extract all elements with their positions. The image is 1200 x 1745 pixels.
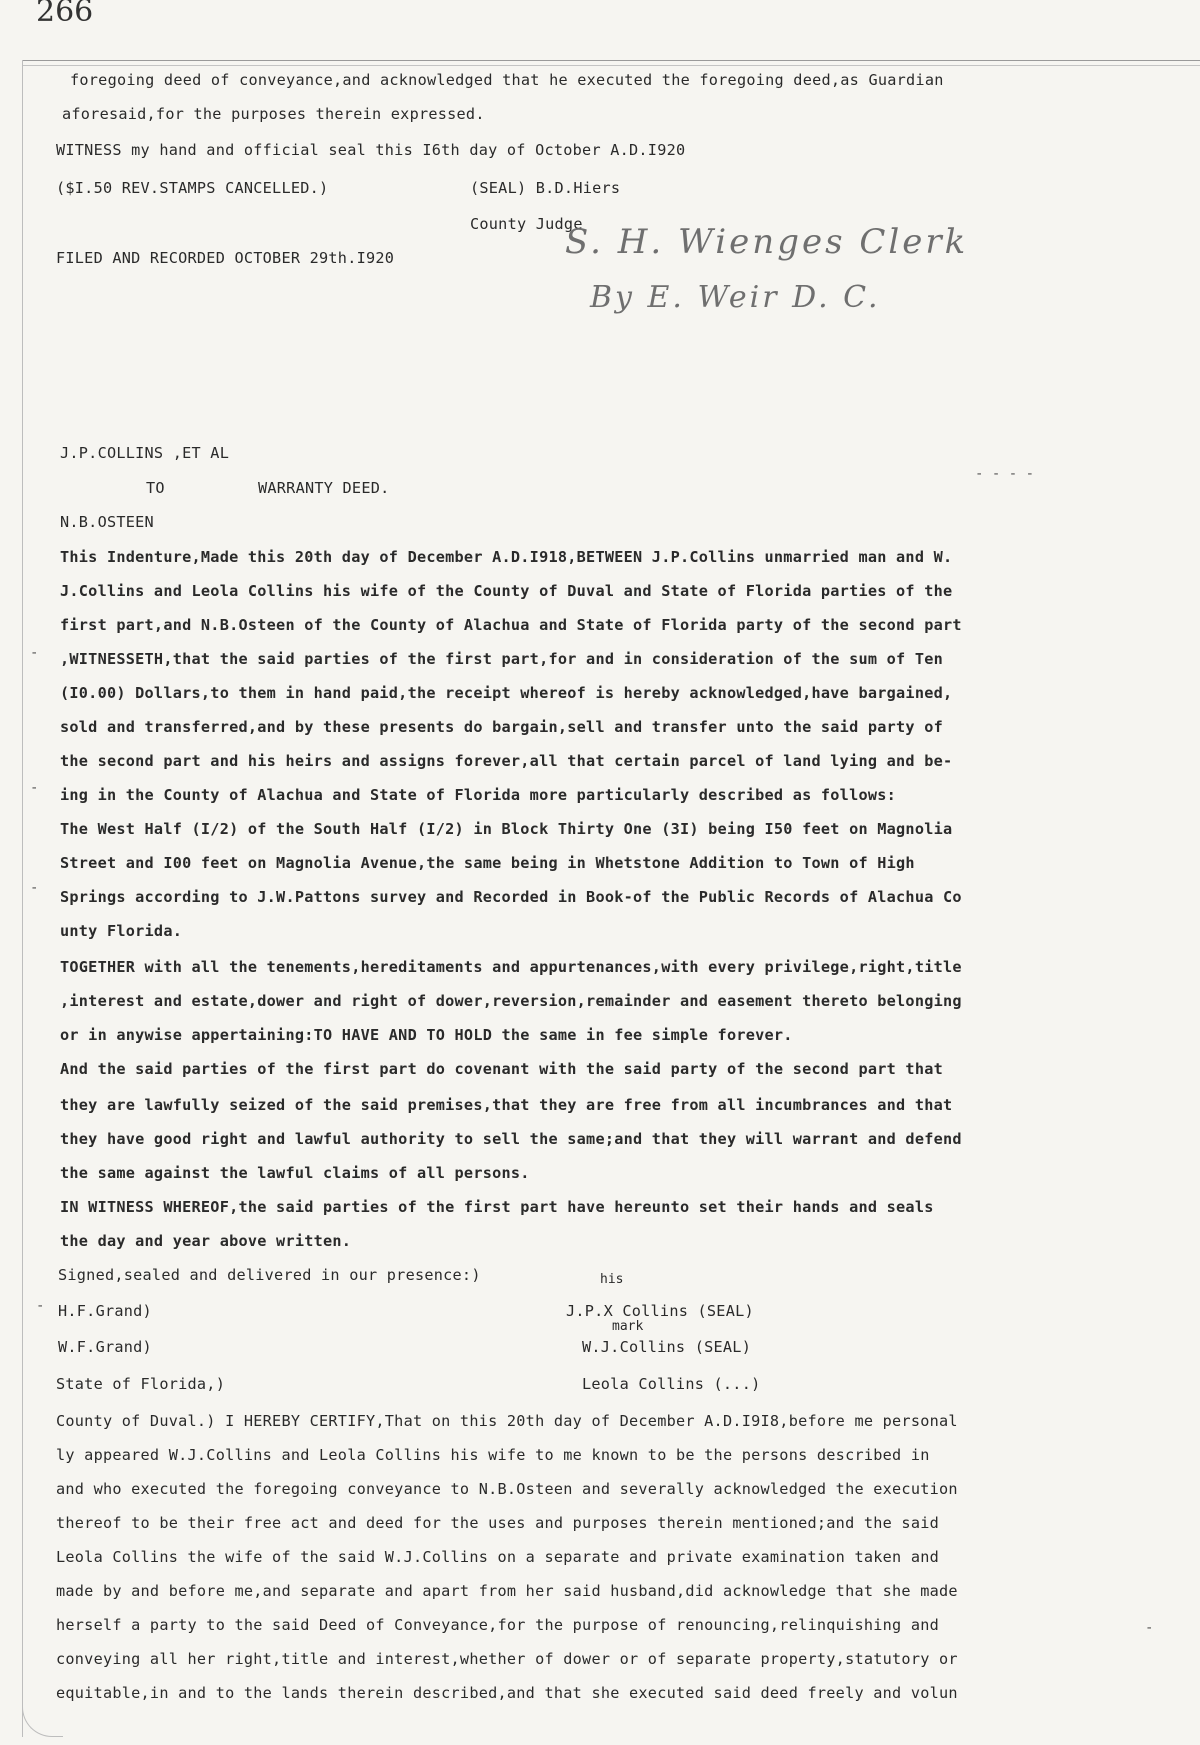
deed-body-line: the day and year above written. [60,1232,352,1250]
prior-deed-line: foregoing deed of conveyance,and acknowledged that he executed the foregoing deed,as Guardian [70,71,944,89]
deed-title: WARRANTY DEED. [258,479,390,497]
deed-grantor: J.P.COLLINS ,ET AL [60,444,230,462]
ack-line: ly appeared W.J.Collins and Leola Collins his wife to me known to be the persons described in [56,1446,930,1464]
deed-body-line: And the said parties of the first part do covenant with the said party of the second part that [60,1060,944,1078]
deed-body-line: first part,and N.B.Osteen of the County of Alachua and State of Florida party of the second part [60,616,962,634]
ack-state: State of Florida,) [56,1375,226,1393]
deed-body-line: J.Collins and Leola Collins his wife of the County of Duval and State of Florida parties of the [60,582,953,600]
margin-mark: - - - - [975,466,1035,482]
deed-body-line: This Indenture,Made this 20th day of December A.D.I918,BETWEEN J.P.Collins unmarried man and W. [60,548,953,566]
ack-line: equitable,in and to the lands therein described,and that she executed said deed freely and volun [56,1684,958,1702]
ack-line: County of Duval.) I HEREBY CERTIFY,That on this 20th day of December A.D.I9I8,before me personal [56,1412,958,1430]
deed-body-line: sold and transferred,and by these presents do bargain,sell and transfer unto the said party of [60,718,944,736]
filed-recorded-note: FILED AND RECORDED OCTOBER 29th.I920 [56,249,395,267]
margin-mark: - [1145,1620,1154,1636]
signer-name: J.P.X Collins (SEAL) [566,1302,754,1320]
county-judge-title: County Judge [470,215,583,233]
deed-body-line: The West Half (I/2) of the South Half (I/2) in Block Thirty One (3I) being I50 feet on Magnolia [60,820,953,838]
deed-body-line: ,WITNESSETH,that the said parties of the first part,for and in consideration of the sum of Ten [60,650,944,668]
deed-to: TO [146,479,165,497]
page-corner-curl [22,1706,63,1737]
prior-deed-witness-line: WITNESS my hand and official seal this I6th day of October A.D.I920 [56,141,686,159]
signer-name: Leola Collins (...) [582,1375,761,1393]
top-rule [22,60,1200,66]
deed-body-line: TOGETHER with all the tenements,hereditaments and appurtenances,with every privilege,right,title [60,958,962,976]
deed-body-line: (I0.00) Dollars,to them in hand paid,the receipt whereof is hereby acknowledged,have bargained, [60,684,953,702]
deed-body-line: ,interest and estate,dower and right of dower,reversion,remainder and easement thereto belonging [60,992,962,1010]
deed-body-line: the second part and his heirs and assigns forever,all that certain parcel of land lying and be- [60,752,953,770]
signer-name: W.J.Collins (SEAL) [582,1338,752,1356]
his-mark-label: his [600,1272,624,1287]
ack-line: herself a party to the said Deed of Conveyance,for the purpose of renouncing,relinquishing and [56,1616,940,1634]
deed-body-line: Street and I00 feet on Magnolia Avenue,the same being in Whetstone Addition to Town of High [60,854,915,872]
ack-line: conveying all her right,title and interest,whether of dower or of separate property,statutory or [56,1650,958,1668]
deed-grantee: N.B.OSTEEN [60,513,154,531]
margin-mark: - [30,880,39,896]
mark-label: mark [612,1319,644,1334]
deed-body-line: they have good right and lawful authority to sell the same;and that they will warrant and defend [60,1130,962,1148]
rev-stamps-note: ($I.50 REV.STAMPS CANCELLED.) [56,179,329,197]
page-number: 266 [36,0,94,29]
county-judge-seal: (SEAL) B.D.Hiers [470,179,621,197]
witness-intro: Signed,sealed and delivered in our presence:) [58,1266,481,1284]
prior-deed-line: aforesaid,for the purposes therein expressed. [62,105,485,123]
deed-body-line: ing in the County of Alachua and State of Florida more particularly described as follows: [60,786,897,804]
deputy-clerk-signature: By E. Weir D. C. [590,280,881,315]
witness-name: H.F.Grand) [58,1302,152,1320]
margin-mark: - [30,645,39,661]
margin-mark: - [30,780,39,796]
left-margin-rule [22,60,23,1737]
clerk-signature: S. H. Wienges Clerk [565,222,969,262]
ack-line: thereof to be their free act and deed for the uses and purposes therein mentioned;and the said [56,1514,940,1532]
deed-body-line: IN WITNESS WHEREOF,the said parties of the first part have hereunto set their hands and seals [60,1198,934,1216]
deed-body-line: the same against the lawful claims of all persons. [60,1164,530,1182]
deed-body-line: they are lawfully seized of the said premises,that they are free from all incumbrances and that [60,1096,953,1114]
ack-line: made by and before me,and separate and apart from her said husband,did acknowledge that she made [56,1582,958,1600]
ack-line: Leola Collins the wife of the said W.J.Collins on a separate and private examination taken and [56,1548,940,1566]
witness-name: W.F.Grand) [58,1338,152,1356]
margin-mark: - [36,1298,45,1314]
deed-body-line: unty Florida. [60,922,183,940]
deed-body-line: or in anywise appertaining:TO HAVE AND TO HOLD the same in fee simple forever. [60,1026,793,1044]
ack-line: and who executed the foregoing conveyance to N.B.Osteen and severally acknowledged the execution [56,1480,958,1498]
deed-body-line: Springs according to J.W.Pattons survey and Recorded in Book-of the Public Records of Alachua Co [60,888,962,906]
